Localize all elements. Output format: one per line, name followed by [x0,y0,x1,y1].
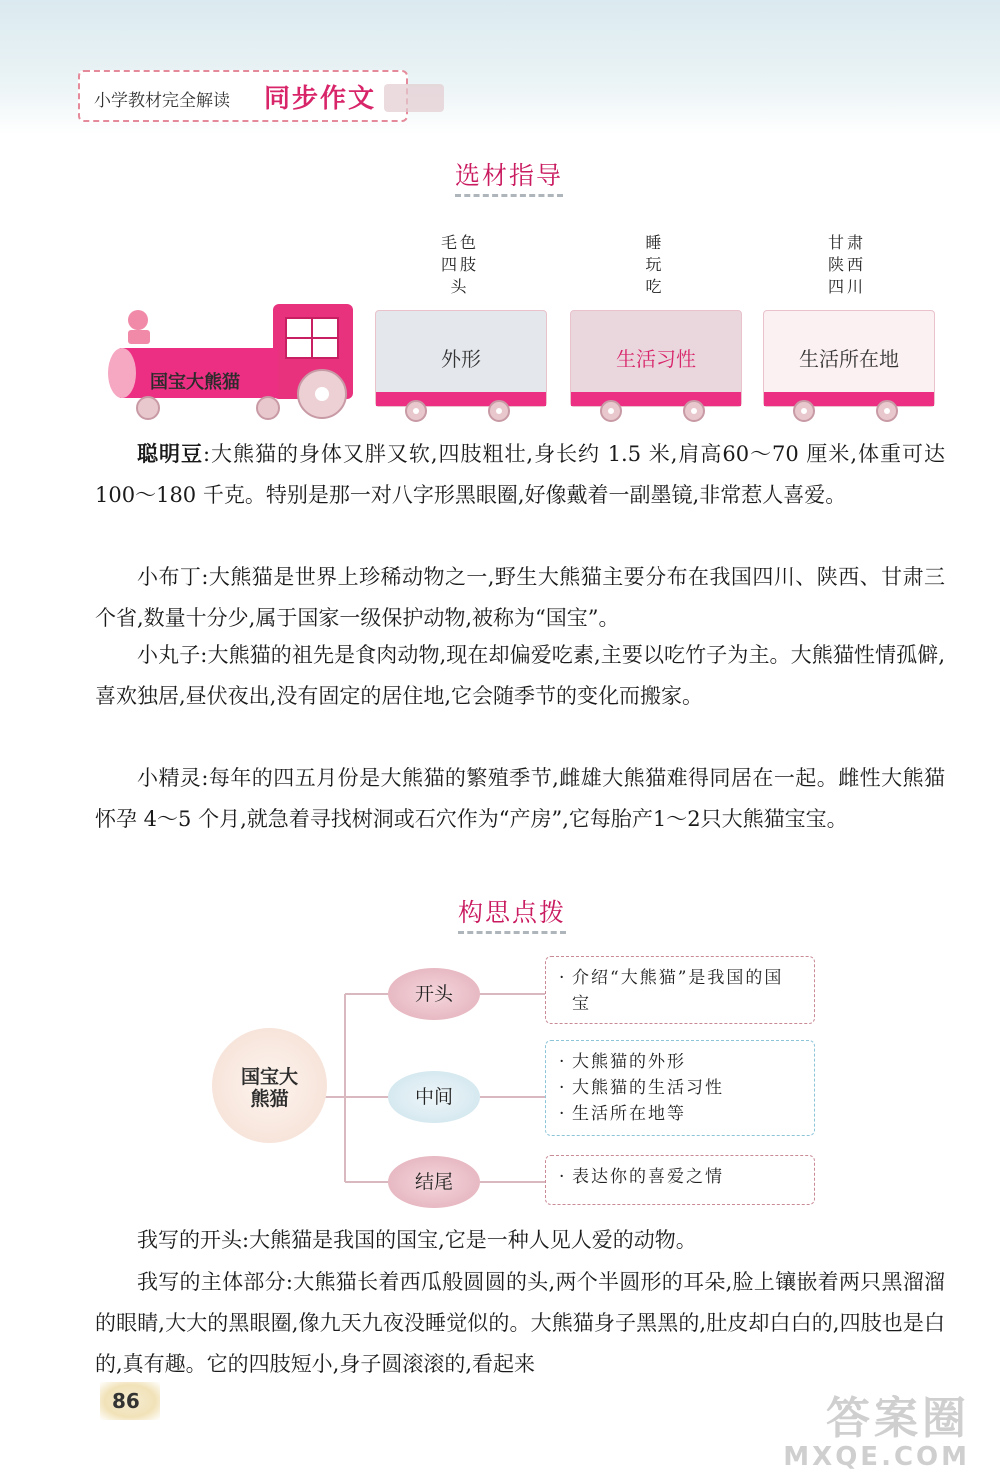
book-series: 小学教材完全解读 [94,91,230,111]
branch-middle: 中间 [388,1071,480,1123]
para-text: :大熊猫的祖先是食肉动物,现在却偏爱吃素,主要以吃竹子为主。大熊猫性情孤僻,喜欢独居,昼伏夜出,没有固定的居住地,它会随季节的变化而搬家。 [95,643,945,708]
car-bar [764,392,934,406]
section-title-idea: 构思点拨 [458,893,566,934]
car-bar [571,392,741,406]
train-car-appearance [375,310,547,407]
car-label-habits: 生活习性 [616,347,696,371]
car-sub-habits: 睡 玩 吃 [645,233,665,296]
branch-opening: 开头 [388,968,480,1020]
para-text: :大熊猫的身体又胖又软,四肢粗壮,身长约 1.5 米,肩高60～70 厘米,体重可达 100～180 千克。特别是那一对八字形黑眼圈,好像戴着一副墨镜,非常惹人喜爱。 [95,442,946,507]
car-bar [376,392,546,406]
para-lead: 我写的主体部分 [137,1270,286,1294]
wheel [600,400,622,422]
note-item: · 表达你的喜爱之情 [572,1164,800,1190]
header-box [78,70,408,122]
wheel [683,400,705,422]
para-text: :每年的四五月份是大熊猫的繁殖季节,雌雄大熊猫难得同居在一起。雌性大熊猫怀孕 4～5 个月,就急着寻找树洞或石穴作为“产房”,它每胎产1～2只大熊猫宝宝。 [95,766,946,831]
center-node-label: 国宝大熊猫 [240,1066,298,1110]
paragraph-xiao-bu-ding [95,557,945,639]
note-middle [545,1040,815,1136]
note-item: · 大熊猫的外形 [572,1049,800,1075]
para-text: :大熊猫是我国的国宝,它是一种人见人爱的动物。 [242,1228,697,1252]
wheel [405,400,427,422]
section-title-material: 选材指导 [455,156,563,197]
watermark [783,1395,970,1471]
paragraph-xiao-wan-zi [95,635,945,717]
paragraph-my-opening [95,1220,945,1261]
note-ending [545,1155,815,1205]
car-label-habitat: 生活所在地 [799,347,899,371]
para-text: :大熊猫是世界上珍稀动物之一,野生大熊猫主要分布在我国四川、陕西、甘肃三个省,数量十分少,属于国家一级保护动物,被称为“国宝”。 [95,565,946,630]
note-opening [545,956,815,1024]
header-decoration [384,84,444,112]
paragraph-my-body [95,1262,945,1385]
note-item: · 生活所在地等 [572,1101,800,1127]
car-label-appearance: 外形 [441,347,481,371]
note-item: · 介绍“大熊猫”是我国的国宝 [572,965,800,1017]
train-car-habitat [763,310,935,407]
para-lead: 我写的开头 [137,1228,242,1252]
watermark-line2: MXQE.COM [783,1442,970,1472]
wheel [793,400,815,422]
para-lead: 小丸子 [137,643,201,667]
paragraph-cong-ming-dou [95,434,945,516]
train-engine-icon [100,290,365,425]
book-title: 同步作文 [264,84,377,114]
wheel [876,400,898,422]
para-lead: 小精灵 [137,766,202,790]
branch-ending: 结尾 [388,1156,480,1208]
para-lead: 聪明豆 [137,442,203,466]
car-sub-appearance: 毛色 四肢 头 [440,233,479,296]
note-item: · 大熊猫的生活习性 [572,1075,800,1101]
paragraph-xiao-jing-ling [95,758,945,840]
page-number-text: 86 [112,1389,140,1413]
train-car-habits [570,310,742,407]
page-number [100,1382,160,1420]
engine-label: 国宝大熊猫 [150,372,240,393]
para-lead: 小布丁 [137,565,202,589]
para-text: :大熊猫长着西瓜般圆圆的头,两个半圆形的耳朵,脸上镶嵌着两只黑溜溜的眼睛,大大的黑眼圈,像九天九夜没睡觉似的。大熊猫身子黑黑的,肚皮却白白的,四肢也是白的,真有趣。它的四肢短小,身子圆滚滚的,看起来 [95,1270,945,1376]
wheel [488,400,510,422]
watermark-line1: 答案圈 [826,1393,970,1444]
car-sub-habitat: 甘肃 陕西 四川 [827,233,866,296]
